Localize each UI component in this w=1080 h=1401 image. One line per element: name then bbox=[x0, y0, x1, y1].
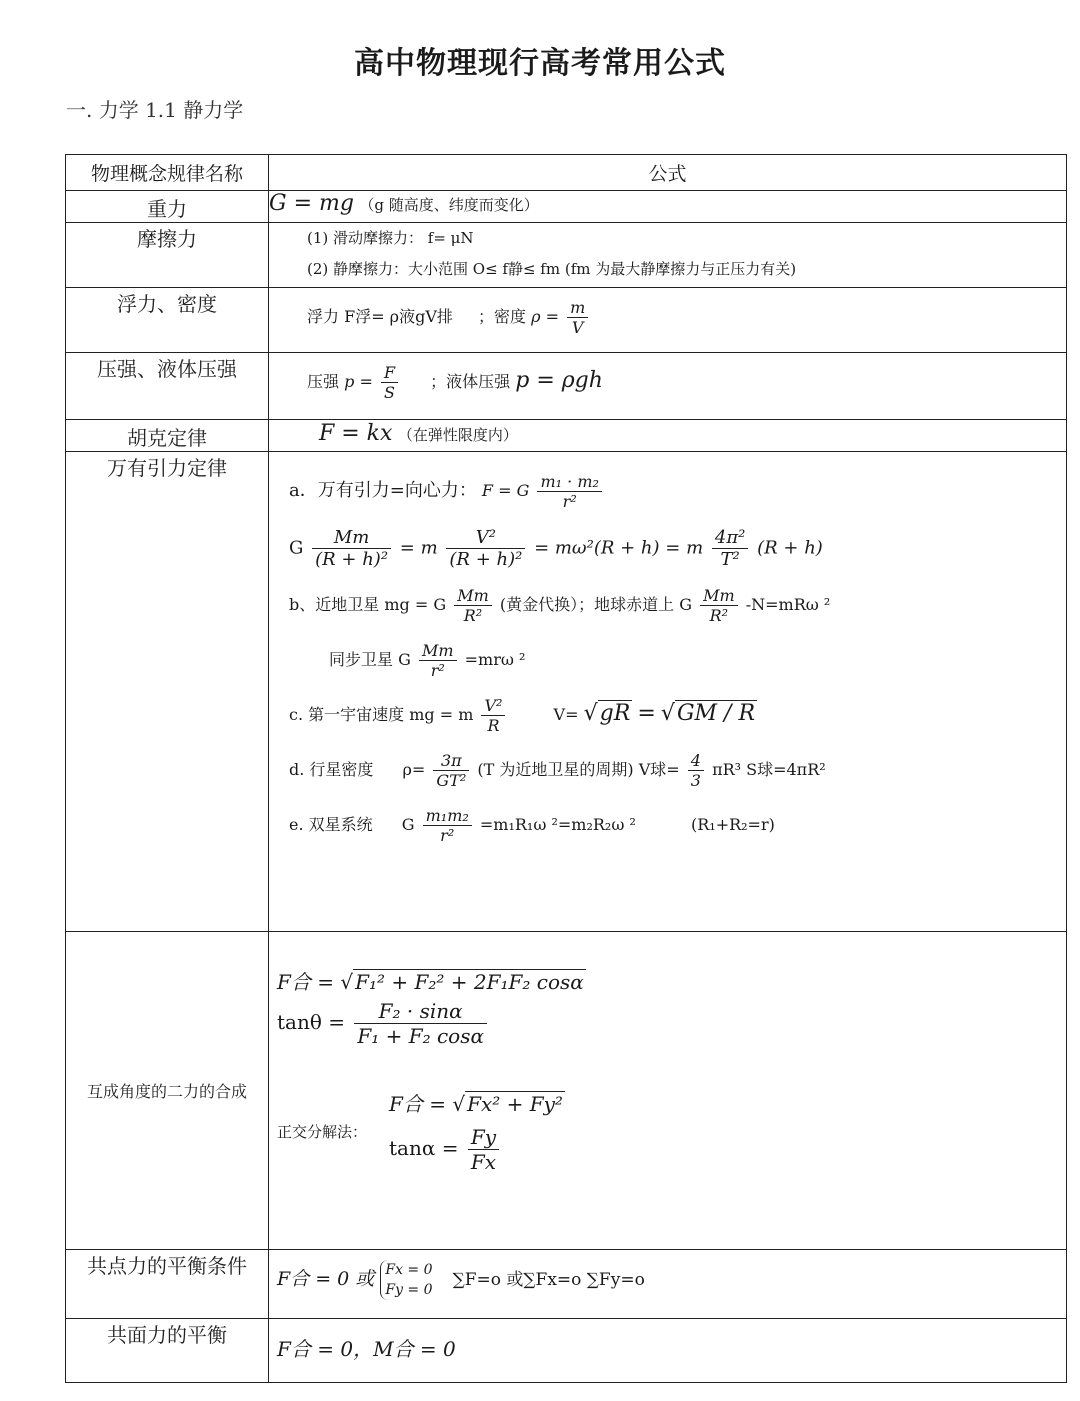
row-name: 摩擦力 bbox=[66, 223, 269, 288]
header-formula: 公式 bbox=[269, 155, 1067, 191]
formula-line: tanθ = $\frac{\text{F₂ · sinα}}{\text{F₁ + F₂ cosα}}$ bbox=[277, 999, 1052, 1048]
fraction: $\frac{F}{S}$ bbox=[381, 363, 398, 402]
formula-text: G = mg bbox=[269, 191, 354, 216]
section-heading: 一. 力学 1.1 静力学 bbox=[66, 98, 244, 122]
row-name: 万有引力定律 bbox=[66, 452, 269, 932]
formula-text: 浮力 F浮= ρ液gV排 bbox=[307, 307, 453, 326]
table-row bbox=[66, 288, 1067, 353]
formula-line: F合 = √ F₁² + F₂² + 2F₁F₂ cosα bbox=[277, 970, 584, 994]
formula-text: F合 = 0 或 bbox=[277, 1268, 375, 1290]
row-formula bbox=[269, 288, 1067, 353]
table-row bbox=[66, 452, 1067, 932]
table-row bbox=[66, 353, 1067, 420]
formula-text: ∑F=o 或∑Fx=o ∑Fy=o bbox=[452, 1270, 645, 1290]
header-concept: 物理概念规律名称 bbox=[66, 155, 269, 191]
equation-brace: Fx = 0 Fy = 0 bbox=[380, 1260, 432, 1300]
row-formula bbox=[269, 1319, 1067, 1383]
formula-line: 同步卫星 G $\frac{Mm}{\text{r²}}$ =mrω ² bbox=[329, 641, 526, 680]
formula-line: c. 第一宇宙速度 mg = m $\frac{\text{V²}}{R}$ V= √gR = √GM / R bbox=[289, 696, 756, 735]
table-row bbox=[66, 191, 1067, 223]
formula-table bbox=[65, 154, 1067, 1383]
fraction: $\frac{m}{V}$ bbox=[567, 298, 588, 337]
formula-line: a．万有引力=向心力： F = G $\frac{\text{m₁ · m₂}}{\text{r²}}$ bbox=[289, 472, 1052, 511]
formula-text: F = kx bbox=[319, 421, 393, 446]
row-name: 浮力、密度 bbox=[66, 288, 269, 353]
table-row bbox=[66, 420, 1067, 452]
page-title: 高中物理现行高考常用公式 bbox=[354, 46, 726, 81]
formula-text: 压强 bbox=[307, 372, 340, 391]
formula-text: ；液体压强 bbox=[430, 372, 511, 391]
row-formula bbox=[269, 223, 1067, 288]
row-formula bbox=[269, 452, 1067, 932]
formula-line: e. 双星系统 G $\frac{\text{m₁m₂}}{\text{r²}}$ =m₁R₁ω ²=m₂R₂ω ² (R₁+R₂=r) bbox=[289, 806, 775, 845]
formula-text: p = ρgh bbox=[515, 368, 603, 393]
row-name: 共点力的平衡条件 bbox=[66, 1250, 269, 1319]
row-formula bbox=[269, 191, 1067, 223]
formula-note: （g 随高度、纬度而变化） bbox=[359, 196, 539, 214]
table-row bbox=[66, 223, 1067, 288]
row-name: 共面力的平衡 bbox=[66, 1319, 269, 1383]
row-formula bbox=[269, 932, 1067, 1250]
formula-line: (1) 滑动摩擦力： f= μN bbox=[307, 229, 474, 247]
table-row bbox=[66, 1250, 1067, 1319]
row-formula bbox=[269, 1250, 1067, 1319]
table-row bbox=[66, 1319, 1067, 1383]
row-name: 互成角度的二力的合成 bbox=[66, 932, 269, 1250]
row-name: 重力 bbox=[66, 191, 269, 223]
formula-text: ；密度 bbox=[477, 307, 526, 326]
formula-line: d. 行星密度 ρ= $\frac{3\pi}{\text{GT²}}$ (T 为近地卫星的周期) V球= $\frac{4}{3}$ πR³ S球=4πR² bbox=[289, 751, 826, 790]
row-formula bbox=[269, 420, 1067, 452]
formula-text: p = bbox=[344, 372, 373, 391]
formula-line: b、近地卫星 mg = G $\frac{Mm}{\text{R²}}$ (黄金代换）；地球赤道上 G $\frac{Mm}{\text{R²}}$ -N=mRω ² bbox=[289, 586, 831, 625]
formula-note: （在弹性限度内） bbox=[397, 426, 518, 444]
row-name: 压强、液体压强 bbox=[66, 353, 269, 420]
formula-line: 正交分解法： F合 = √ Fx² + Fy² tanα = $\frac{Fy}{Fx}$ bbox=[277, 1092, 563, 1174]
formula-line: G $\frac{Mm}{\text{(R + h)²}}$ = m $\frac{\text{V²}}{\text{(R + h)²}}$ = mω²(R + h) = m $\frac{\text{4π²}}{\text{T²}}$ (R + h) bbox=[289, 527, 823, 570]
row-name: 胡克定律 bbox=[66, 420, 269, 452]
formula-text: ρ = bbox=[531, 307, 559, 326]
row-formula bbox=[269, 353, 1067, 420]
table-row bbox=[66, 932, 1067, 1250]
formula-text: F合 = 0，M合 = 0 bbox=[277, 1337, 456, 1361]
formula-line: (2) 静摩擦力：大小范围 O≤ f静≤ fm (fm 为最大静摩擦力与正压力有关) bbox=[307, 260, 797, 278]
